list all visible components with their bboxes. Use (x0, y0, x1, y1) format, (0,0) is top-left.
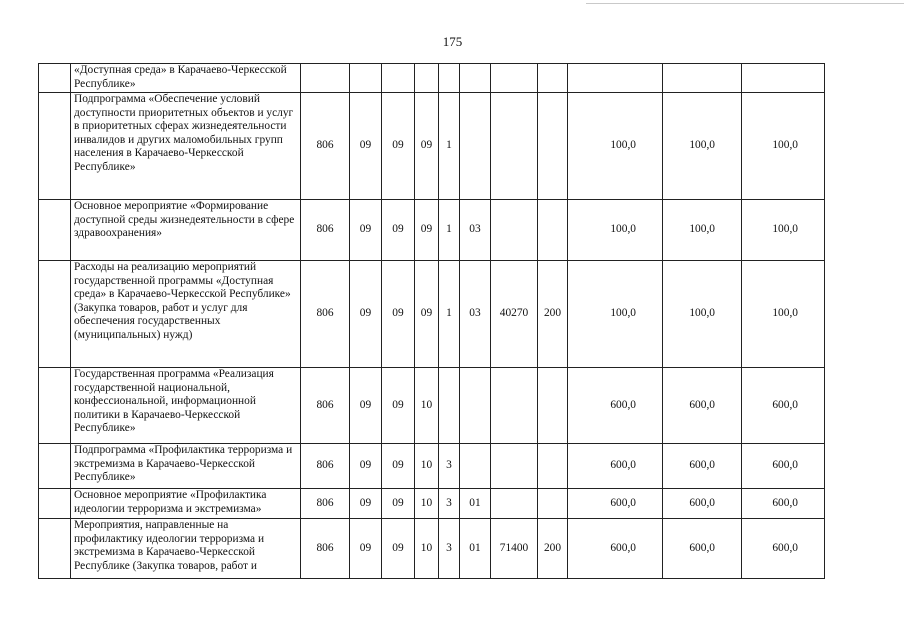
cell-amount-year-1: 100,0 (568, 93, 663, 200)
cell-program-code: 09 (415, 200, 439, 261)
cell-expense-type-code (538, 93, 568, 200)
cell-expense-type-code (538, 444, 568, 489)
cell-ministry-code: 806 (301, 519, 350, 579)
cell-ministry-code: 806 (301, 93, 350, 200)
table-row (39, 519, 825, 579)
cell-row-number (39, 64, 71, 93)
cell-direction-code (491, 93, 538, 200)
cell-direction-code: 40270 (491, 261, 538, 368)
cell-amount-year-1: 100,0 (568, 200, 663, 261)
cell-amount-year-3: 100,0 (742, 200, 825, 261)
cell-amount-year-2: 600,0 (663, 368, 742, 444)
cell-amount-year-1: 600,0 (568, 444, 663, 489)
cell-direction-code: 71400 (491, 519, 538, 579)
cell-expense-type-code: 200 (538, 519, 568, 579)
cell-amount-year-2: 100,0 (663, 261, 742, 368)
cell-program-code (415, 64, 439, 93)
cell-activity-code (460, 93, 491, 200)
cell-row-number (39, 444, 71, 489)
cell-amount-year-3: 600,0 (742, 489, 825, 519)
table-row (39, 261, 825, 368)
cell-section-code: 09 (350, 368, 382, 444)
cell-row-number (39, 261, 71, 368)
cell-subsection-code: 09 (382, 489, 415, 519)
cell-subprogram-code: 1 (439, 200, 460, 261)
cell-subprogram-code: 3 (439, 489, 460, 519)
cell-direction-code (491, 64, 538, 93)
cell-subprogram-code: 1 (439, 261, 460, 368)
cell-section-code: 09 (350, 519, 382, 579)
cell-direction-code (491, 368, 538, 444)
table-row (39, 368, 825, 444)
scan-top-rule (586, 3, 904, 4)
cell-subprogram-code: 3 (439, 519, 460, 579)
cell-item-name: Мероприятия, направленные на профилактику идеологии терроризма и экстремизма в Карачаево-Черкесской Республике (Закупка товаров, работ и (71, 519, 301, 579)
cell-amount-year-2: 600,0 (663, 444, 742, 489)
cell-amount-year-1: 600,0 (568, 368, 663, 444)
cell-amount-year-2: 100,0 (663, 200, 742, 261)
cell-expense-type-code (538, 64, 568, 93)
cell-amount-year-1: 600,0 (568, 489, 663, 519)
page-number: 175 (442, 34, 463, 49)
cell-direction-code (491, 489, 538, 519)
cell-row-number (39, 93, 71, 200)
cell-section-code: 09 (350, 200, 382, 261)
cell-activity-code: 03 (460, 200, 491, 261)
cell-row-number (39, 368, 71, 444)
cell-section-code: 09 (350, 93, 382, 200)
cell-activity-code: 01 (460, 519, 491, 579)
cell-item-name: «Доступная среда» в Карачаево-Черкесской Республике» (71, 64, 301, 93)
cell-program-code: 10 (415, 519, 439, 579)
cell-program-code: 10 (415, 368, 439, 444)
table-row (39, 64, 825, 93)
cell-ministry-code: 806 (301, 261, 350, 368)
cell-amount-year-1: 100,0 (568, 261, 663, 368)
cell-ministry-code: 806 (301, 444, 350, 489)
cell-subprogram-code (439, 368, 460, 444)
cell-subsection-code: 09 (382, 93, 415, 200)
cell-direction-code (491, 200, 538, 261)
table-row (39, 200, 825, 261)
cell-item-name: Расходы на реализацию мероприятий государственной программы «Доступная среда» в Карачаево-Черкесской Республике» (Закупка товаров, работ и услуг для обеспечения государственных (муниципальных) нужд) (71, 261, 301, 368)
table-row (39, 93, 825, 200)
cell-item-name: Основное мероприятие «Профилактика идеологии терроризма и экстремизма» (71, 489, 301, 519)
cell-section-code: 09 (350, 489, 382, 519)
cell-program-code: 10 (415, 444, 439, 489)
cell-expense-type-code (538, 200, 568, 261)
cell-subprogram-code: 1 (439, 93, 460, 200)
cell-activity-code: 01 (460, 489, 491, 519)
cell-subsection-code: 09 (382, 519, 415, 579)
cell-activity-code (460, 368, 491, 444)
cell-subsection-code: 09 (382, 368, 415, 444)
cell-activity-code (460, 64, 491, 93)
cell-ministry-code: 806 (301, 200, 350, 261)
cell-expense-type-code (538, 489, 568, 519)
cell-expense-type-code (538, 368, 568, 444)
table-row (39, 444, 825, 489)
cell-item-name: Основное мероприятие «Формирование доступной среды жизнедеятельности в сфере здравоохранения» (71, 200, 301, 261)
cell-amount-year-1 (568, 64, 663, 93)
cell-amount-year-3: 600,0 (742, 368, 825, 444)
cell-subsection-code (382, 64, 415, 93)
cell-amount-year-2: 100,0 (663, 93, 742, 200)
cell-amount-year-3: 600,0 (742, 444, 825, 489)
cell-item-name: Подпрограмма «Обеспечение условий доступности приоритетных объектов и услуг в приоритетных сферах жизнедеятельности инвалидов и других маломобильных групп населения в Карачаево-Черкесской Республике» (71, 93, 301, 200)
cell-section-code: 09 (350, 261, 382, 368)
cell-amount-year-2: 600,0 (663, 519, 742, 579)
cell-item-name: Государственная программа «Реализация государственной национальной, конфессиональной, информационной политики в Карачаево-Черкесской Республике» (71, 368, 301, 444)
cell-activity-code (460, 444, 491, 489)
cell-subsection-code: 09 (382, 261, 415, 368)
cell-amount-year-2 (663, 64, 742, 93)
budget-table (38, 63, 825, 579)
cell-activity-code: 03 (460, 261, 491, 368)
cell-ministry-code (301, 64, 350, 93)
cell-amount-year-2: 600,0 (663, 489, 742, 519)
cell-program-code: 10 (415, 489, 439, 519)
cell-section-code: 09 (350, 444, 382, 489)
cell-ministry-code: 806 (301, 368, 350, 444)
cell-subprogram-code (439, 64, 460, 93)
table-body (39, 64, 825, 579)
cell-subsection-code: 09 (382, 200, 415, 261)
cell-amount-year-3: 100,0 (742, 261, 825, 368)
cell-row-number (39, 489, 71, 519)
cell-amount-year-3: 100,0 (742, 93, 825, 200)
cell-program-code: 09 (415, 93, 439, 200)
cell-expense-type-code: 200 (538, 261, 568, 368)
cell-item-name: Подпрограмма «Профилактика терроризма и экстремизма в Карачаево-Черкесской Республике» (71, 444, 301, 489)
cell-subsection-code: 09 (382, 444, 415, 489)
cell-section-code (350, 64, 382, 93)
cell-amount-year-3: 600,0 (742, 519, 825, 579)
cell-subprogram-code: 3 (439, 444, 460, 489)
cell-ministry-code: 806 (301, 489, 350, 519)
cell-amount-year-1: 600,0 (568, 519, 663, 579)
cell-amount-year-3 (742, 64, 825, 93)
cell-program-code: 09 (415, 261, 439, 368)
cell-direction-code (491, 444, 538, 489)
table-row (39, 489, 825, 519)
cell-row-number (39, 200, 71, 261)
cell-row-number (39, 519, 71, 579)
